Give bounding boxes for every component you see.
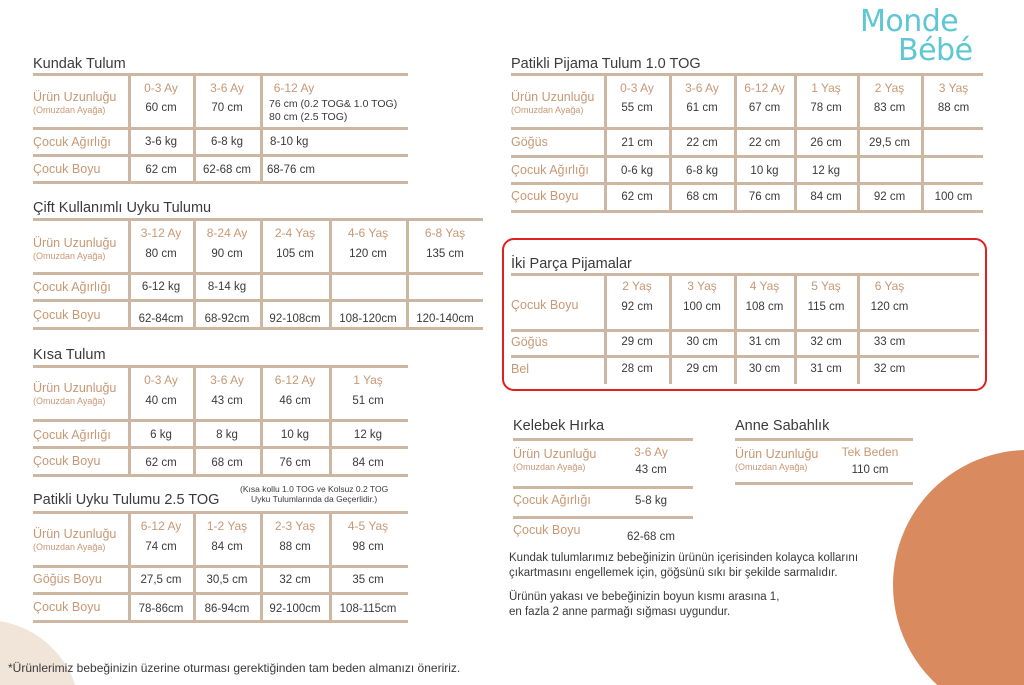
row-label: Ürün Uzunluğu (Omuzdan Ayağa) — [33, 236, 117, 261]
value-cell: 29 cm — [621, 336, 653, 348]
value-cell: 22 cm — [686, 137, 718, 149]
row-label: Göğüs — [511, 335, 548, 349]
value-cell: 78-86cm — [138, 603, 184, 615]
header-cell: 1 Yaş — [353, 373, 383, 387]
row-label: Çocuk Ağırlığı — [511, 163, 589, 177]
row-label: Ürün Uzunluğu (Omuzdan Ayağa) — [511, 90, 595, 115]
value-cell: 88 cm — [279, 541, 311, 553]
value-cell: 108-115cm — [339, 603, 397, 615]
value-cell: 76 cm — [279, 457, 311, 469]
value-cell: 33 cm — [873, 336, 906, 348]
header-cell: 2-3 Yaş — [274, 519, 316, 533]
value-cell: 120 cm — [349, 248, 387, 260]
row-label: Ürün Uzunluğu (Omuzdan Ayağa) — [33, 90, 117, 115]
row-label: Ürün Uzunluğu (Omuzdan Ayağa) — [33, 527, 117, 552]
value-cell: 88 cm — [937, 102, 970, 114]
value-cell: 31 cm — [810, 363, 842, 375]
row-label: Çocuk Boyu — [511, 298, 579, 312]
value-cell: 115 cm — [807, 301, 845, 313]
value-cell: 30,5 cm — [206, 574, 248, 586]
row-label: Ürün Uzunluğu (Omuzdan Ayağa) — [735, 447, 819, 472]
header-cell: 2 Yaş — [874, 81, 905, 95]
header-cell: 5 Yaş — [811, 279, 841, 293]
row-label: Çocuk Ağırlığı — [33, 280, 111, 294]
value-cell: 10 kg — [750, 165, 779, 177]
value-cell: 80 cm — [145, 248, 177, 260]
value-cell: 68 cm — [686, 191, 718, 203]
section-title: Patikli Uyku Tulumu 2.5 TOG — [33, 492, 220, 508]
value-cell: 30 cm — [748, 363, 781, 375]
value-cell: 32 cm — [873, 363, 906, 375]
header-cell: 3-6 Ay — [634, 445, 668, 459]
header-cell: Tek Beden — [841, 445, 899, 459]
value-cell: 31 cm — [748, 336, 781, 348]
value-cell: 100 cm — [934, 191, 973, 203]
value-cell: 84 cm — [810, 191, 842, 203]
section-title: Patikli Pijama Tulum 1.0 TOG — [511, 56, 701, 72]
value-cell: 108 cm — [745, 301, 784, 313]
value-cell: 40 cm — [145, 395, 177, 407]
section-title: Kısa Tulum — [33, 347, 106, 363]
value-cell: 29 cm — [686, 363, 718, 375]
header-cell: 2 Yaş — [622, 279, 652, 293]
value-cell: 12 kg — [811, 165, 841, 177]
header-cell: 3-6 Ay — [210, 373, 244, 387]
row-label: Çocuk Boyu — [511, 189, 579, 203]
value-cell: 74 cm — [145, 541, 177, 553]
header-cell: 6 Yaş — [874, 279, 905, 293]
header-cell: 6-12 Ay — [140, 519, 182, 533]
value-cell: 6 kg — [150, 429, 172, 441]
row-label: Çocuk Boyu — [33, 454, 101, 468]
info-paragraph: Kundak tulumlarımız bebeğinizin ürünün içerisinden kolayca kollarını çıkartmasını engellemek için, göğsünü sıkı bir şekilde sarmalıdır. — [509, 552, 859, 579]
header-cell: 4-5 Yaş — [347, 519, 389, 533]
row-label: Bel — [511, 362, 530, 376]
value-cell: 62 cm — [145, 164, 177, 176]
size-table — [511, 72, 983, 214]
value-cell: 62 cm — [621, 191, 653, 203]
value-cell: 98 cm — [352, 541, 384, 553]
header-cell: 3 Yaş — [687, 279, 717, 293]
row-label: Göğüs — [511, 135, 548, 149]
monde-bebe-logo: Monde Bébé — [860, 4, 973, 68]
value-cell: 84 cm — [352, 457, 384, 469]
size-table — [513, 438, 693, 548]
value-cell: 62 cm — [145, 457, 177, 469]
value-cell: 120-140cm — [416, 313, 474, 325]
value-cell: 30 cm — [686, 336, 718, 348]
size-table — [735, 438, 913, 488]
value-cell: 70 cm — [211, 102, 243, 114]
value-cell: 68-76 cm — [267, 164, 315, 176]
value-cell: 8-14 kg — [207, 281, 247, 293]
value-cell: 60 cm — [145, 102, 177, 114]
value-cell: 6-8 kg — [211, 136, 243, 148]
header-cell: 4-6 Yaş — [347, 226, 389, 240]
value-cell: 135 cm — [426, 248, 464, 260]
value-cell: 76 cm — [748, 191, 781, 203]
value-cell: 32 cm — [279, 574, 311, 586]
size-table — [33, 72, 408, 186]
header-cell: 1 Yaş — [811, 81, 841, 95]
header-cell: 3-6 Ay — [210, 81, 244, 95]
header-cell: 3 Yaş — [938, 81, 969, 95]
section-title: İki Parça Pijamalar — [511, 256, 632, 272]
value-cell: 3-6 kg — [145, 136, 177, 148]
header-cell: 6-12 Ay — [274, 373, 316, 387]
value-cell: 6-12 kg — [141, 281, 181, 293]
value-cell: 22 cm — [748, 137, 781, 149]
value-cell: 10 kg — [280, 429, 310, 441]
header-cell: 3-6 Ay — [685, 81, 719, 95]
value-cell: 105 cm — [276, 248, 314, 260]
value-cell: 90 cm — [211, 248, 243, 260]
header-cell: 0-3 Ay — [144, 373, 178, 387]
size-table — [33, 509, 408, 623]
header-cell: 0-3 Ay — [144, 81, 178, 95]
row-label: Çocuk Boyu — [33, 308, 101, 322]
value-cell: 5-8 kg — [635, 495, 667, 507]
section-title: Çift Kullanımlı Uyku Tulumu — [33, 200, 212, 216]
header-cell: 0-3 Ay — [620, 81, 654, 95]
row-label: Göğüs Boyu — [33, 572, 102, 586]
value-cell: 100 cm — [683, 301, 721, 313]
header-cell: 6-8 Yaş — [424, 226, 466, 240]
value-cell: 28 cm — [621, 363, 653, 375]
value-cell: 26 cm — [810, 137, 842, 149]
header-cell: 2-4 Yaş — [274, 226, 316, 240]
value-cell: 62-84cm — [138, 313, 184, 325]
value-cell: 62-68 cm — [627, 531, 675, 543]
value-cell: 8 kg — [216, 429, 238, 441]
footnote: *Ürünlerimiz bebeğinizin üzerine oturması gerektiğinden tam beden almanızı öneririz. — [8, 661, 461, 675]
value-cell: 12 kg — [353, 429, 383, 441]
value-cell: 92 cm — [621, 301, 653, 313]
value-cell: 51 cm — [352, 395, 384, 407]
section-title: Anne Sabahlık — [735, 418, 830, 434]
row-label: Çocuk Boyu — [513, 523, 581, 537]
size-table — [511, 273, 979, 389]
value-cell: 35 cm — [352, 574, 384, 586]
section-note: (Kısa kollu 1.0 TOG ve Kolsuz 0.2 TOG Uyku Tulumlarında da Geçerlidir.) — [240, 484, 389, 504]
row-label: Çocuk Ağırlığı — [513, 493, 591, 507]
size-table — [33, 363, 408, 477]
value-cell: 92-100cm — [269, 603, 321, 615]
row-label: Ürün Uzunluğu (Omuzdan Ayağa) — [513, 447, 597, 472]
value-cell: 8-10 kg — [270, 136, 309, 148]
value-cell: 120 cm — [870, 301, 909, 313]
value-cell: 61 cm — [686, 102, 718, 114]
header-cell: 3-12 Ay — [140, 226, 182, 240]
size-table — [33, 216, 483, 330]
value-cell: 86-94cm — [204, 603, 250, 615]
header-cell: 1-2 Yaş — [206, 519, 248, 533]
value-cell: 76 cm (0.2 TOG& 1.0 TOG) — [269, 98, 398, 110]
row-label: Çocuk Ağırlığı — [33, 135, 111, 149]
value-cell: 108-120cm — [339, 313, 397, 325]
value-cell: 43 cm — [211, 395, 243, 407]
value-cell: 55 cm — [621, 102, 653, 114]
value-cell: 110 cm — [851, 464, 889, 476]
value-cell: 27,5 cm — [140, 574, 182, 586]
value-cell: 78 cm — [810, 102, 842, 114]
value-cell: 29,5 cm — [869, 137, 910, 149]
row-label: Ürün Uzunluğu (Omuzdan Ayağa) — [33, 381, 117, 406]
value-cell: 62-68 cm — [203, 164, 251, 176]
value-cell: 0-6 kg — [621, 165, 653, 177]
value-cell: 92 cm — [873, 191, 906, 203]
section-title: Kelebek Hırka — [513, 418, 605, 434]
value-cell: 46 cm — [279, 395, 311, 407]
value-cell: 83 cm — [873, 102, 906, 114]
header-cell: 6-12 Ay — [273, 81, 315, 95]
value-cell: 32 cm — [810, 336, 842, 348]
value-cell: 6-8 kg — [686, 165, 718, 177]
value-cell: 68-92cm — [204, 313, 250, 325]
section-title: Kundak Tulum — [33, 56, 126, 72]
value-cell: 84 cm — [211, 541, 243, 553]
value-cell: 67 cm — [748, 102, 781, 114]
header-cell: 4 Yaş — [749, 279, 780, 293]
decorative-circle-beige — [0, 620, 80, 685]
row-label: Çocuk Boyu — [33, 162, 101, 176]
header-cell: 6-12 Ay — [744, 81, 785, 95]
info-paragraph: Ürünün yakası ve bebeğinizin boyun kısmı arasına 1, en fazla 2 anne parmağı sığması uygundur. — [509, 591, 780, 618]
value-cell: 92-108cm — [269, 313, 321, 325]
row-label: Çocuk Boyu — [33, 600, 101, 614]
value-cell: 43 cm — [635, 464, 667, 476]
value-cell: 68 cm — [211, 457, 243, 469]
row-label: Çocuk Ağırlığı — [33, 428, 111, 442]
value-cell: 80 cm (2.5 TOG) — [269, 111, 348, 123]
header-cell: 8-24 Ay — [206, 226, 248, 240]
value-cell: 21 cm — [621, 137, 653, 149]
